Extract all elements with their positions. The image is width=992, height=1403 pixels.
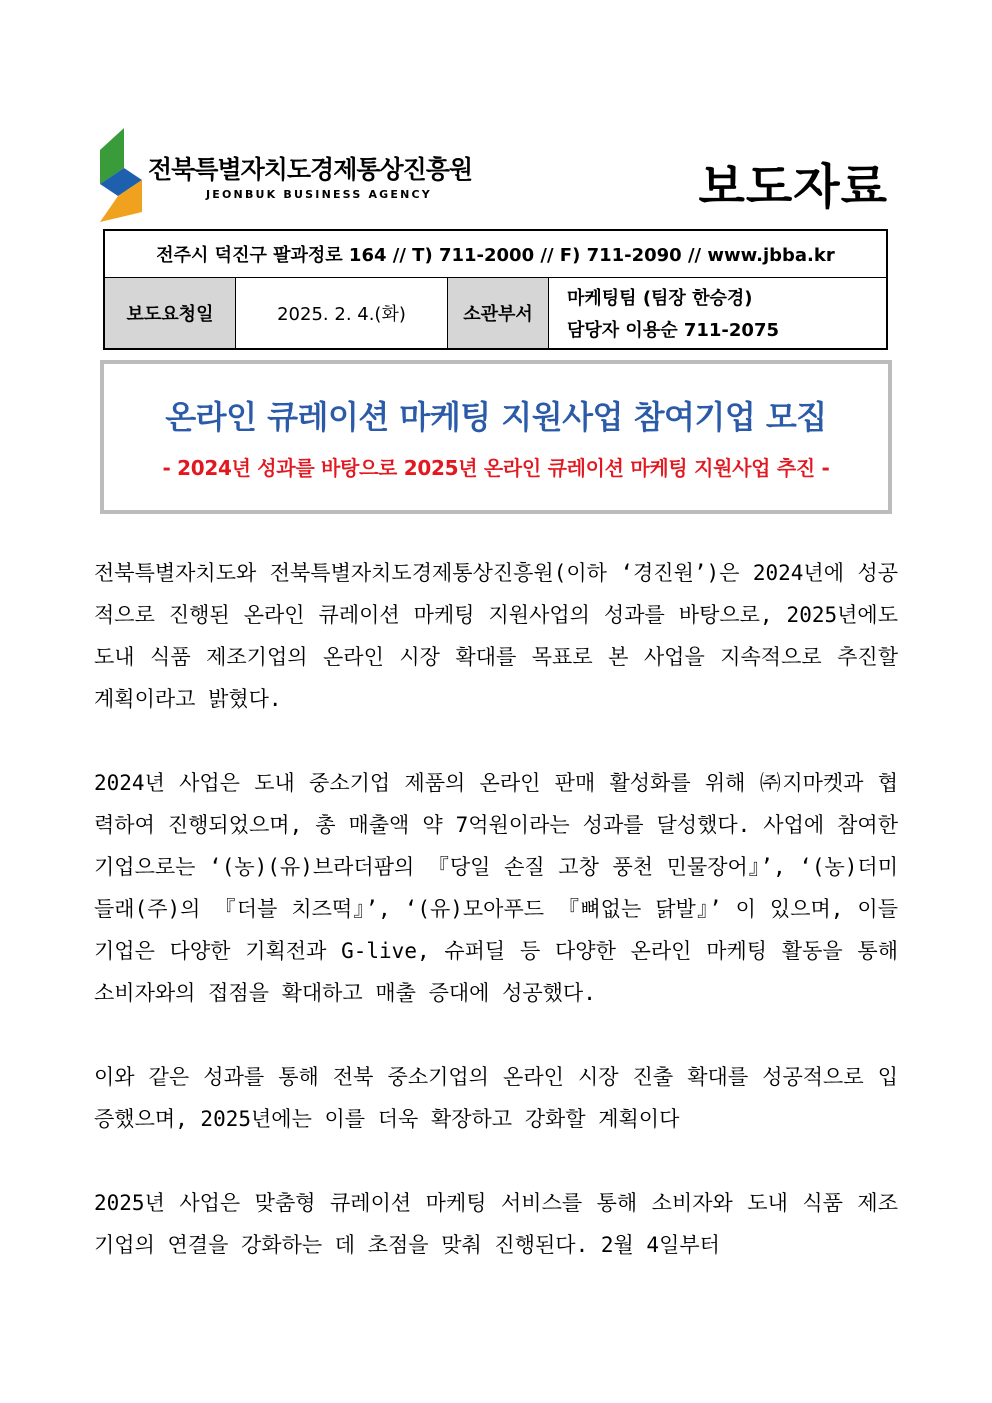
address-line: 전주시 덕진구 팔과정로 164 // T) 711-2000 // F) 711-2090 // www.jbba.kr [105, 231, 886, 278]
subheadline: - 2024년 성과를 바탕으로 2025년 온라인 큐레이션 마케팅 지원사업 추진 - [162, 456, 830, 480]
headline-box [100, 360, 892, 514]
org-name: 전북특별자치도경제통상진흥원 [148, 155, 473, 184]
paragraph: 2025년 사업은 맞춤형 큐레이션 마케팅 서비스를 통해 소비자와 도내 식품 제조기업의 연결을 강화하는 데 초점을 맞춰 진행된다. 2월 4일부터 [94, 1191, 898, 1257]
org-name-en: JEONBUK BUSINESS AGENCY [206, 188, 432, 201]
dept-info [549, 278, 886, 348]
info-table [103, 229, 888, 350]
dept-contact: 담당자 이용순 711-2075 [567, 320, 780, 341]
header-logo [96, 128, 476, 224]
paragraph: 이와 같은 성과를 통해 전북 중소기업의 온라인 시장 진출 확대를 성공적으로 입증했으며, 2025년에는 이를 더욱 확장하고 강화할 계획이다 [94, 1065, 898, 1131]
paragraph: 전북특별자치도와 전북특별자치도경제통상진흥원(이하 ‘경진원’)은 2024년에 성공적으로 진행된 온라인 큐레이션 마케팅 지원사업의 성과를 바탕으로, 2025년에도 도내 식품 제조기업의 온라인 시장 확대를 목표로 본 사업을 지속적으로 추진할 계획이라고 밝혔다. [94, 561, 898, 711]
doc-type-title: 보도자료 [698, 159, 888, 215]
request-date-label: 보도요청일 [105, 278, 236, 348]
dept-team: 마케팅팀 (팀장 한승경) [567, 288, 753, 309]
article-body [94, 552, 898, 1308]
request-date: 2025. 2. 4.(화) [236, 278, 448, 348]
headline: 온라인 큐레이션 마케팅 지원사업 참여기업 모집 [165, 398, 827, 436]
paragraph: 2024년 사업은 도내 중소기업 제품의 온라인 판매 활성화를 위해 ㈜지마켓과 협력하여 진행되었으며, 총 매출액 약 7억원이라는 성과를 달성했다. 사업에 참여한 기업으로는 ‘(농)(유)브라더팜의 『당일 손질 고창 풍천 민물장어』’, ‘(농)더미들래(주)의 『더블 치즈떡』’, ‘(유)모아푸드 『뼈없는 닭발』’ 이 있으며, 이들 기업은 다양한 기획전과 G-live, 슈퍼딜 등 다양한 온라인 마케팅 활동을 통해 소비자와의 접점을 확대하고 매출 증대에 성공했다. [94, 771, 898, 1005]
info-row [105, 278, 886, 348]
agency-logo-icon [96, 128, 146, 224]
dept-label: 소관부서 [448, 278, 549, 348]
